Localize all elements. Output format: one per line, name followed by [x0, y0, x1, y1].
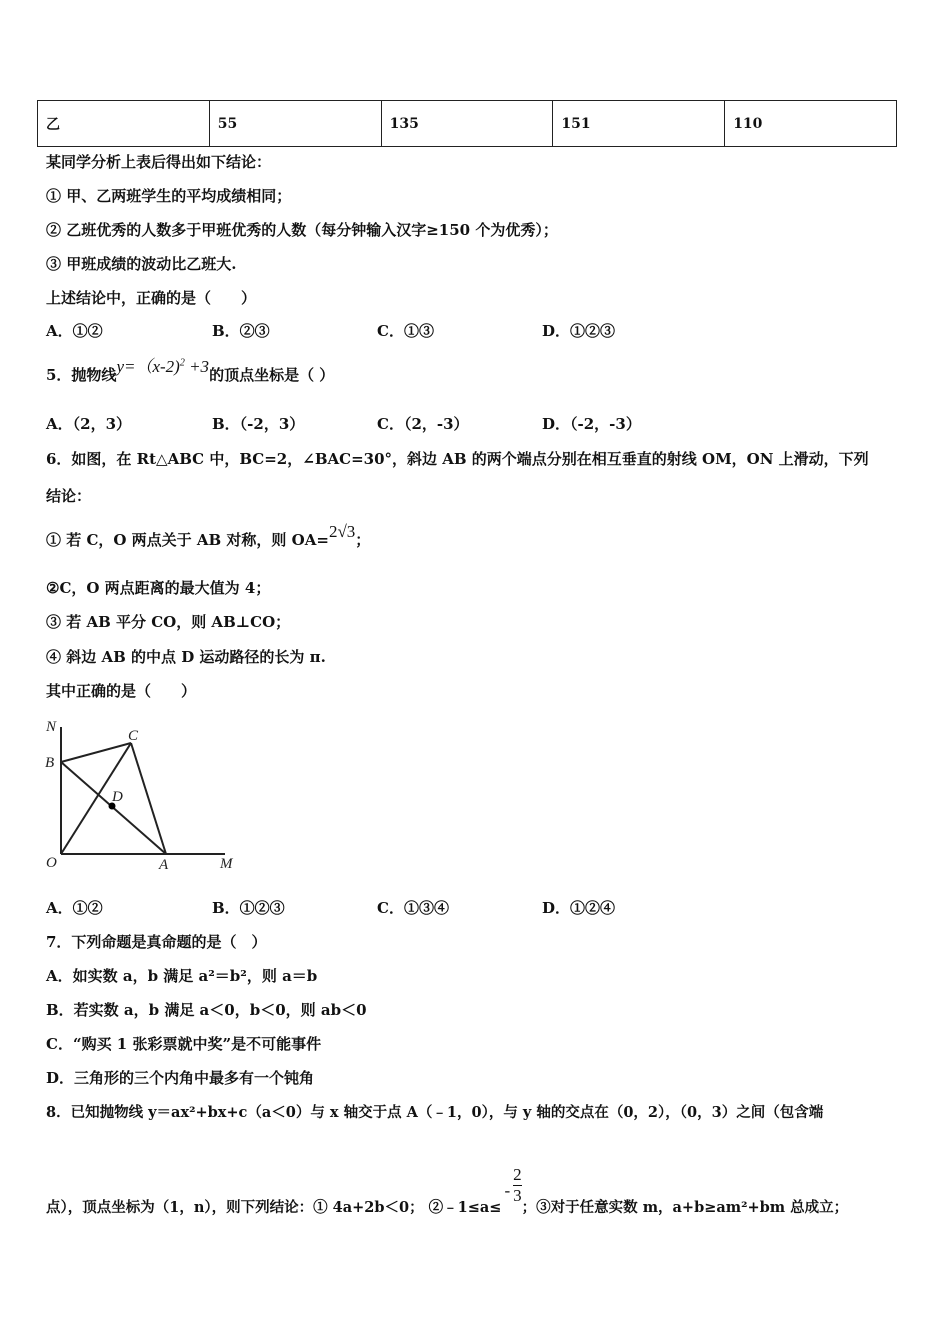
q7-option-d: D．三角形的三个内角中最多有一个钝角 — [46, 1069, 315, 1087]
score-table — [37, 100, 897, 147]
label-a: A — [159, 857, 169, 873]
q6-conclusion-4: ④ 斜边 AB 的中点 D 运动路径的长为 π. — [46, 648, 326, 666]
q4-question: 上述结论中，正确的是（ ） — [46, 289, 257, 307]
q6-conclusion-2: ②C，O 两点距离的最大值为 4； — [46, 579, 271, 597]
q5-option-c: C．（2，-3） — [377, 415, 469, 433]
table-row — [38, 101, 897, 147]
label-d: D — [112, 789, 123, 805]
triangle-figure — [40, 715, 250, 875]
q8-line-1: 8．已知抛物线 y＝ax²+bx+c（a＜0）与 x 轴交于点 A（﹣1，0），与 y 轴的交点在（0，2），（0，3）之间（包含端 — [46, 1104, 824, 1121]
q6-conclusion-3: ③ 若 AB 平分 CO，则 AB⊥CO； — [46, 613, 291, 631]
fraction: $\frac{2}{3}$ — [513, 1165, 522, 1205]
q6-option-a: A．①② — [46, 899, 103, 917]
q6-question: 其中正确的是（ ） — [46, 682, 197, 700]
q5-option-d: D．（-2，-3） — [542, 415, 641, 433]
q4-conclusion-1: ① 甲、乙两班学生的平均成绩相同； — [46, 187, 292, 205]
q6-conclusion-1: ① 若 C，O 两点关于 AB 对称，则 OA=2√3； — [46, 522, 371, 549]
q4-option-d: D．①②③ — [542, 322, 616, 340]
table-cell: 110 — [725, 101, 897, 147]
q6-option-d: D．①②④ — [542, 899, 616, 917]
q7-stem: 7．下列命题是真命题的是（ ） — [46, 933, 267, 951]
q5-post: 的顶点坐标是（ ） — [209, 366, 335, 384]
table-cell: 135 — [381, 101, 553, 147]
q7-option-c: C．“购买 1 张彩票就中奖”是不可能事件 — [46, 1035, 322, 1053]
label-c: C — [128, 728, 139, 744]
label-b: B — [45, 755, 55, 771]
q5-option-b: B．（-2，3） — [212, 415, 305, 433]
q4-conclusion-2: ② 乙班优秀的人数多于甲班优秀的人数（每分钟输入汉字≥150 个为优秀）； — [46, 221, 558, 239]
q4-option-c: C．①③ — [377, 322, 434, 340]
q4-option-a: A．①② — [46, 322, 103, 340]
q6-option-c: C．①③④ — [377, 899, 449, 917]
q6-stem-1: 6．如图，在 Rt△ABC 中，BC=2，∠BAC=30°，斜边 AB 的两个端点分别在相互垂直的射线 OM，ON 上滑动，下列 — [46, 450, 869, 468]
q6-option-b: B．①②③ — [212, 899, 285, 917]
q5-pre: 5．抛物线 — [46, 366, 117, 384]
q5-option-a: A．（2，3） — [46, 415, 132, 433]
q8-line-2: 点），顶点坐标为（1，n），则下列结论：① 4a+2b＜0； ②﹣1≤a≤- $\frac{2}{3}$ ；③对于任意实数 m，a+b≥am²+bm 总成立； — [46, 1165, 849, 1216]
q4-option-b: B．②③ — [212, 322, 270, 340]
table-cell: 151 — [553, 101, 725, 147]
label-n: N — [46, 719, 57, 735]
q5-stem — [46, 357, 335, 385]
q7-option-b: B．若实数 a，b 满足 a＜0，b＜0，则 ab＜0 — [46, 1001, 367, 1019]
table-cell: 55 — [209, 101, 381, 147]
table-cell: 乙 — [38, 101, 210, 147]
q5-formula: y=（x-2)$^2$ +3 — [116, 357, 210, 376]
q4-conclusion-3: ③ 甲班成绩的波动比乙班大. — [46, 255, 237, 273]
label-o: O — [46, 855, 57, 871]
q7-option-a: A．如实数 a，b 满足 a²＝b²，则 a＝b — [46, 967, 318, 985]
q4-intro: 某同学分析上表后得出如下结论： — [46, 153, 272, 171]
label-m: M — [220, 856, 233, 872]
q6-stem-2: 结论： — [46, 487, 92, 505]
